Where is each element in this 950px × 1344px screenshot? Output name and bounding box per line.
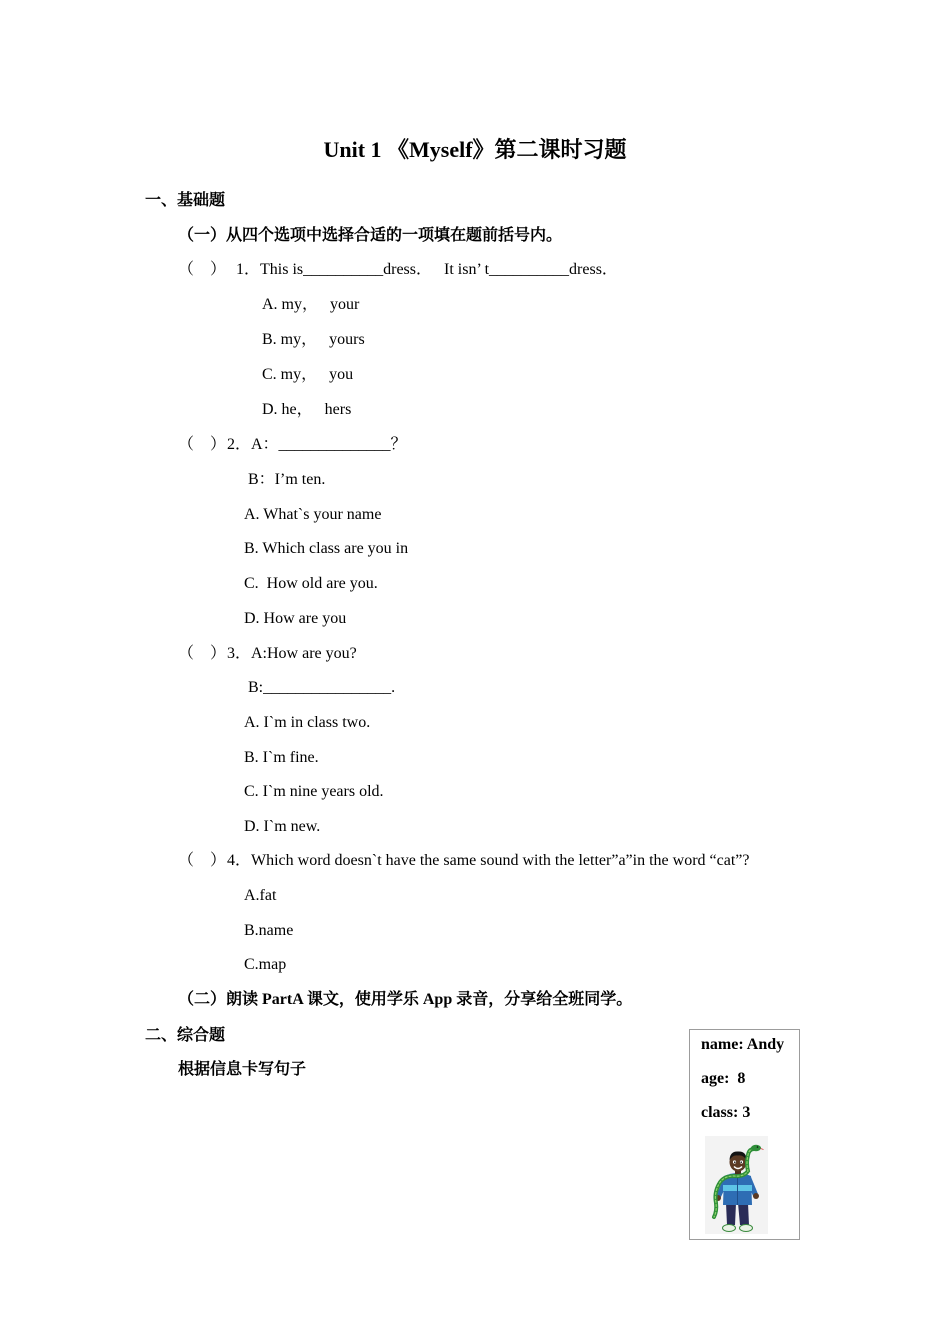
info-card-name: name: Andy bbox=[701, 1036, 785, 1053]
question-3-option-c: C. I`m nine years old. bbox=[244, 783, 384, 800]
worksheet-title: Unit 1 《Myself》第二课时习题 bbox=[323, 137, 627, 162]
question-3-option-d: D. I`m new. bbox=[244, 818, 321, 835]
question-4-stem: 4．Which word doesn`t have the same sound with the letter”a”in the word “cat”? bbox=[227, 852, 750, 869]
question-2-stem: 2．A：______________？ bbox=[227, 436, 407, 453]
question-3-reply: B:________________. bbox=[248, 679, 396, 696]
question-1-option-c: C. my， you bbox=[262, 366, 354, 383]
question-4-answer-bracket: （ ） bbox=[178, 852, 227, 869]
question-3-option-a: A. I`m in class two. bbox=[244, 714, 371, 731]
question-2-option-a: A. What`s your name bbox=[244, 506, 382, 523]
info-card bbox=[689, 1029, 800, 1240]
question-4-option-a: A.fat bbox=[244, 887, 277, 904]
question-4-option-c: C.map bbox=[244, 956, 287, 973]
question-2-option-d: D. How are you bbox=[244, 610, 347, 627]
instruction-text: 根据信息卡写句子 bbox=[178, 1061, 307, 1078]
question-2-reply: B：I’m ten. bbox=[248, 471, 326, 488]
question-4-option-b: B.name bbox=[244, 922, 294, 939]
question-2-option-c: C. How old are you. bbox=[244, 575, 378, 592]
question-1-option-b: B. my， yours bbox=[262, 331, 365, 348]
question-3-answer-bracket: （ ） bbox=[178, 645, 227, 662]
part-heading-choice: （一）从四个选项中选择合适的一项填在题前括号内。 bbox=[178, 227, 563, 244]
question-3-option-b: B. I`m fine. bbox=[244, 749, 319, 766]
question-1-stem: 1．This is__________dress． It isn’ t__________dress． bbox=[236, 261, 618, 278]
part-heading-reading: （二）朗读 PartA 课文，使用学乐 App 录音，分享给全班同学。 bbox=[178, 991, 633, 1008]
question-1-option-a: A. my， your bbox=[262, 296, 360, 313]
section-heading-basic: 一、基础题 bbox=[145, 192, 226, 209]
question-1-answer-bracket: （ ） bbox=[178, 261, 227, 278]
section-heading-comprehensive: 二、综合题 bbox=[145, 1027, 226, 1044]
question-1-option-d: D. he， hers bbox=[262, 401, 352, 418]
info-card-age: age: 8 bbox=[701, 1070, 746, 1087]
question-3-stem: 3．A:How are you? bbox=[227, 645, 357, 662]
boy-with-snake-illustration bbox=[705, 1136, 768, 1234]
question-2-option-b: B. Which class are you in bbox=[244, 540, 409, 557]
info-card-class: class: 3 bbox=[701, 1104, 751, 1121]
question-2-answer-bracket: （ ） bbox=[178, 436, 227, 453]
